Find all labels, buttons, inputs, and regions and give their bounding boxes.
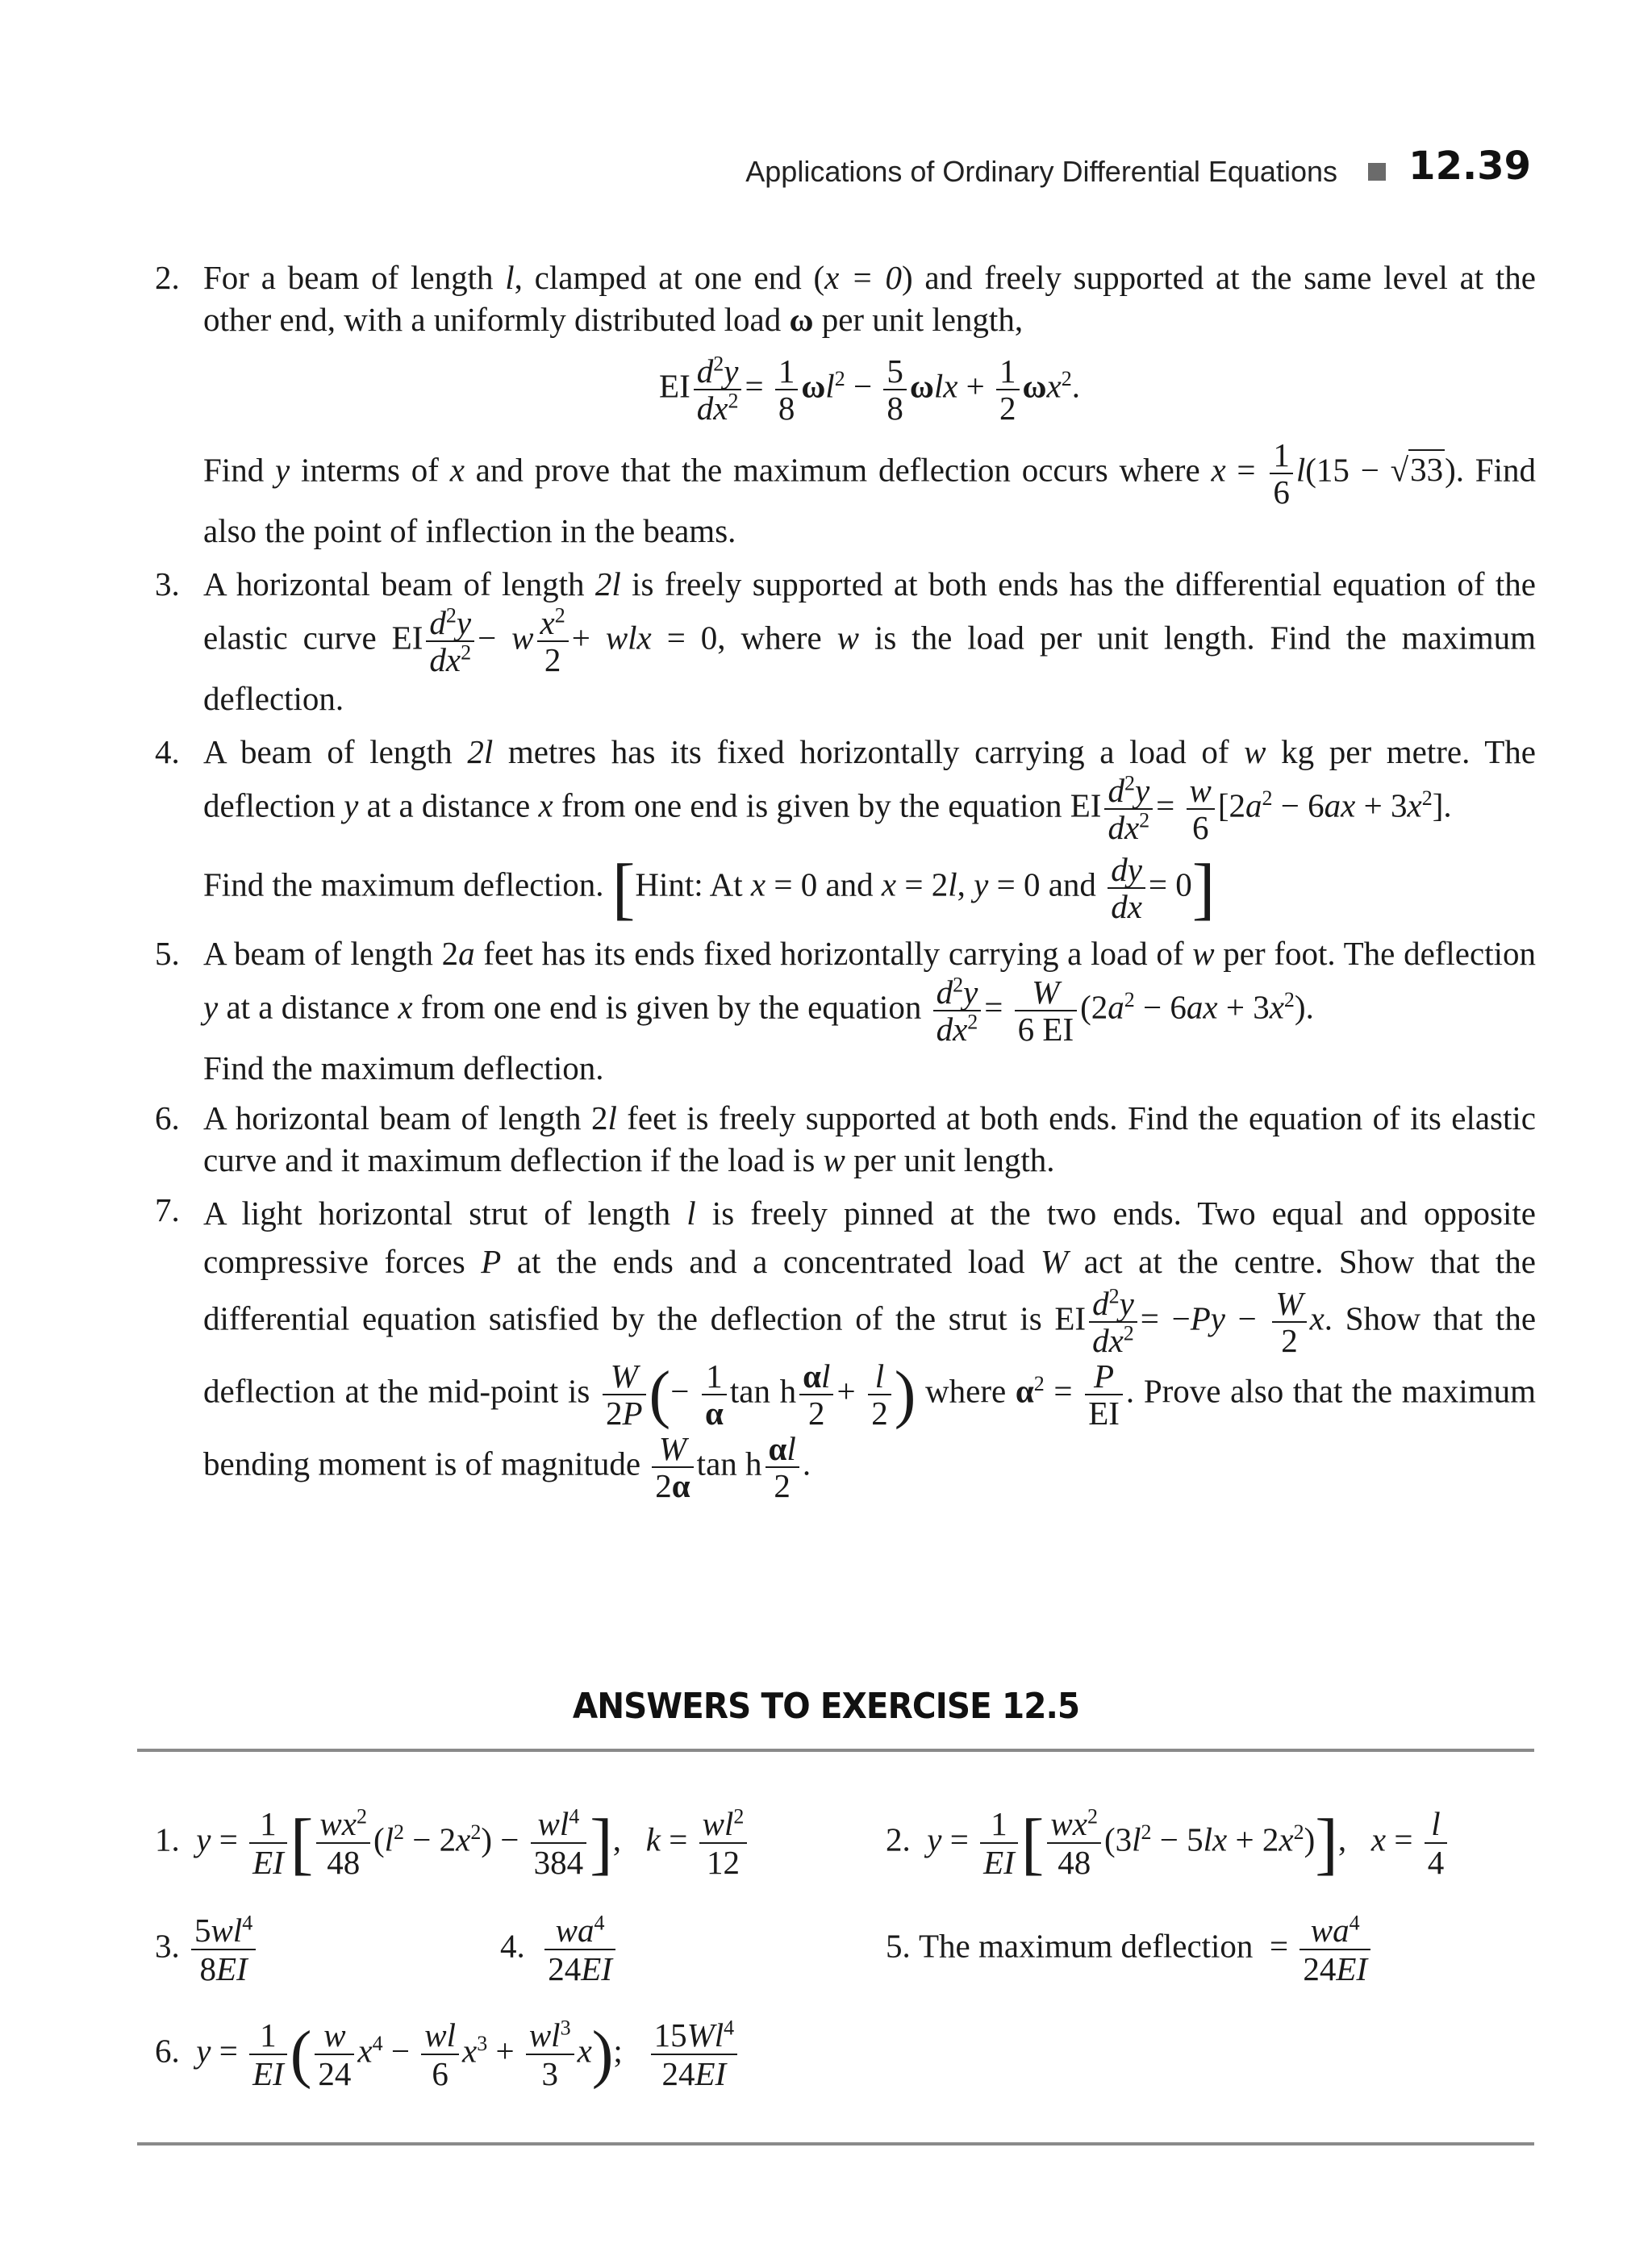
exercise-list (155, 256, 1536, 1503)
problem-number: 6. (155, 1099, 180, 1136)
problem-2: 2. For a beam of length l, clamped at one end (x = 0) and freely supported at the same level at the other end, with a uniformly distributed load ω per unit length, EI $\frac{d^2y}{dx^2}$ = $\frac{1}{8}$ $\omega l^2$ − $\frac{5}{8}$ ωlx + $\frac{1}{2}$ $\omega x^2$. Find y interms of x and prove that the maximum deflection occurs where x = $\frac{1}{6}$ l(15 − √33). Find also the point of inflection in the beams. (155, 256, 1536, 552)
problem-number: 2. (155, 259, 180, 296)
page-number: 12.39 (1408, 144, 1531, 189)
problem-number: 7. (155, 1191, 180, 1228)
problem-6: 6. A horizontal beam of length 2l feet is freely supported at both ends. Find the equation of its elastic curve and it maximum deflection if the load is w per unit length. (155, 1097, 1536, 1181)
problem-number: 4. (155, 733, 180, 770)
problem-4: 4. A beam of length 2l metres has its fixed horizontally carrying a load of w kg per metre. The deflection y at a distance x from one end is given by the equation EI $\frac{d^2y}{dx^2}$ = $\frac{w}{6}$ $[2a^2 - 6ax + 3x^2]$. Find the maximum deflection. [Hint: At x = 0 and x = 2l, y = 0 and $\frac{dy}{dx}$ = 0] (155, 731, 1536, 924)
answer-6: 6. y = $\frac{1}{EI}$ ( $\frac{w}{24}$ $x^4$ − $\frac{wl}{6}$ $x^3$ + $\frac{wl^3}{3}$ x); $\frac{15Wl^4}{24EI}$ (155, 2016, 740, 2092)
page-header (0, 144, 1652, 200)
divider (137, 1749, 1534, 1752)
problem-number: 5. (155, 935, 180, 972)
square-icon (1368, 163, 1386, 181)
problem-7: 7. A light horizontal strut of length l is freely pinned at the two ends. Two equal and opposite compressive forces P at the ends and a concentrated load W act at the centre. Show that the differential equation satisfied by the deflection of the strut is EI $\frac{d^2y}{dx^2}$ = −Py − $\frac{W}{2}$ x. Show that the deflection at the mid-point is $\frac{W}{2P}$ (− $\frac{1}{\alpha}$ tan h $\frac{\alpha l}{2}$ + $\frac{l}{2}$ ) where $\alpha^2$ = $\frac{P}{EI}$ . Prove also that the maximum bending moment is of magnitude $\frac{W}{2\alpha}$ tan h $\frac{\alpha l}{2}$ . (155, 1189, 1536, 1503)
problem-3: 3. A horizontal beam of length 2l is freely supported at both ends has the differential equation of the elastic curve EI $\frac{d^2y}{dx^2}$ − w $\frac{x^2}{2}$ + wlx = 0, where w is the load per unit length. Find the maximum deflection. (155, 563, 1536, 719)
divider (137, 2142, 1534, 2145)
answer-5: 5. The maximum deflection = $\frac{wa^4}{24EI}$ (886, 1912, 1374, 1987)
problem-5: 5. A beam of length 2a feet has its ends fixed horizontally carrying a load of w per foot. The deflection y at a distance x from one end is given by the equation $\frac{d^2y}{dx^2}$ = $\frac{W}{6 EI}$ $(2a^2 - 6ax + 3x^2)$. Find the maximum deflection. (155, 932, 1536, 1089)
answer-3: 3. $\frac{5wl^4}{8EI}$ (155, 1912, 259, 1987)
problem-number: 3. (155, 565, 180, 603)
answer-1: 1. y = $\frac{1}{EI}$ [ $\frac{wx^2}{48}$ $(l^2 - 2x^2)$ − $\frac{wl^4}{384}$ ], k = $\frac{wl^2}{12}$ (155, 1805, 750, 1881)
answers-heading: ANSWERS TO EXERCISE 12.5 (572, 1686, 1080, 1727)
running-title: Applications of Ordinary Differential Equations (745, 155, 1337, 188)
answer-4: 4. $\frac{wa^4}{24EI}$ (500, 1912, 619, 1987)
equation: EI $\frac{d^2y}{dx^2}$ = $\frac{1}{8}$ $\omega l^2$ − $\frac{5}{8}$ ωlx + $\frac{1}{2}$ $\omega x^2$. (659, 352, 1080, 427)
answer-2: 2. y = $\frac{1}{EI}$ [ $\frac{wx^2}{48}$ $(3l^2 - 5lx + 2x^2)$], x = $\frac{l}{4}$ (886, 1805, 1450, 1881)
